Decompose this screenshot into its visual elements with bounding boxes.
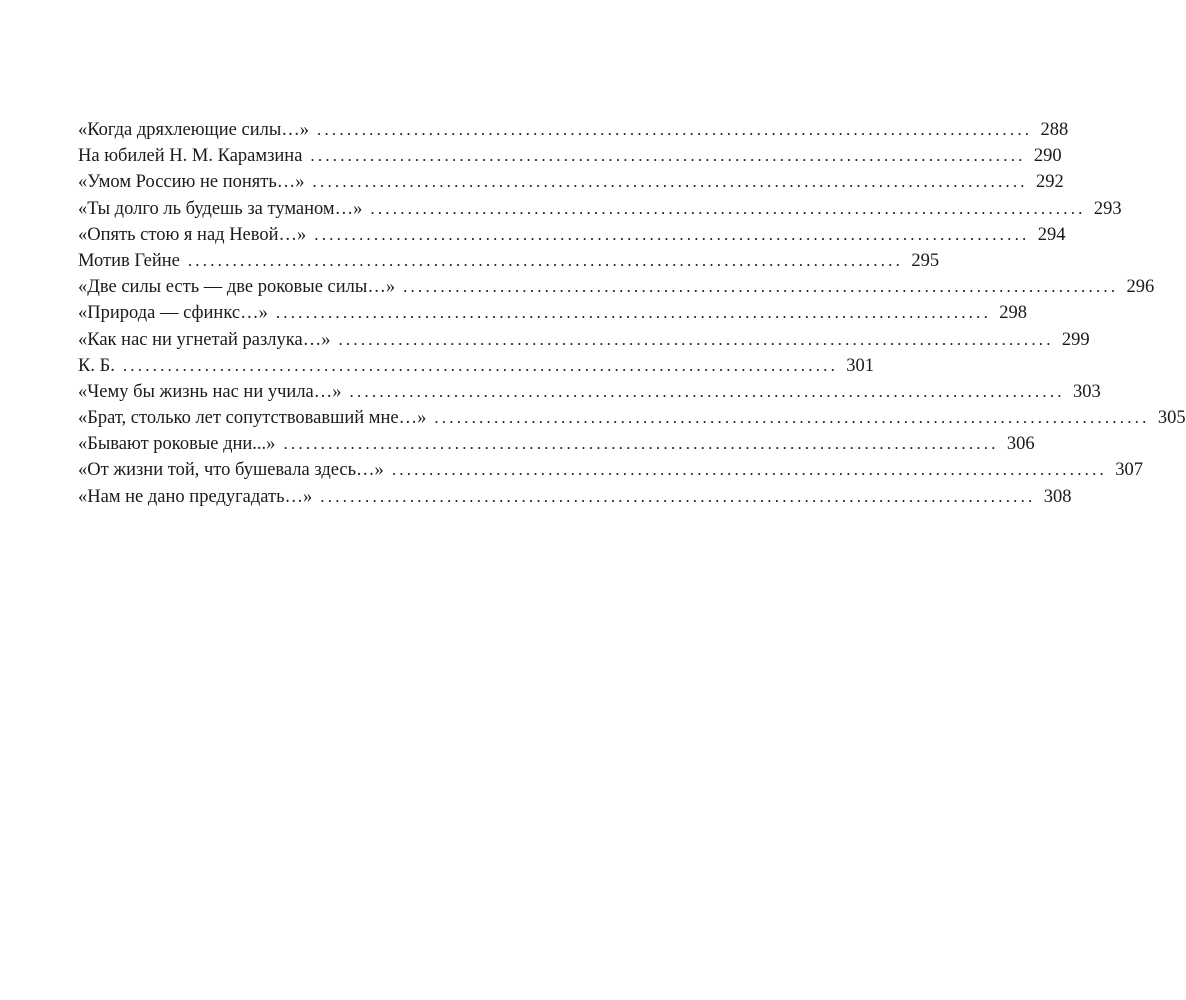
toc-entry [78,196,1122,222]
toc-entry-page: 290 [1033,146,1062,167]
toc-entry [78,274,1155,300]
toc-entry [78,405,1186,431]
toc-entry-title: «Нам не дано предугадать…» [78,486,313,507]
toc-entry-page: 294 [1037,224,1066,245]
dot-leader: ................................................................................................ [283,434,999,454]
toc-entry [78,353,875,379]
toc-entry [78,327,1090,353]
table-of-contents [78,117,1186,510]
toc-entry-title: «Природа — сфинкс…» [78,303,268,324]
toc-entry-page: 295 [911,250,940,271]
dot-leader: ................................................................................................ [320,486,1036,506]
toc-entry-title: «Брат, столько лет сопутствовавший мне…» [78,408,427,429]
toc-entry [78,379,1101,405]
toc-entry-title: «Как нас ни угнетай разлука…» [78,329,331,350]
toc-entry-page: 308 [1043,486,1072,507]
toc-entry-title: Мотив Гейне [78,250,180,271]
toc-entry-page: 298 [999,303,1028,324]
dot-leader: ................................................................................................ [275,303,992,323]
toc-entry [78,143,1062,169]
toc-entry [78,457,1144,483]
dot-leader: ................................................................................................ [310,146,1026,166]
toc-entry-page: 305 [1157,408,1186,429]
toc-entry-page: 292 [1036,172,1064,193]
toc-entry-page: 293 [1093,198,1122,219]
dot-leader: ................................................................................................ [338,329,1054,349]
toc-entry-page: 306 [1006,434,1035,455]
toc-entry-page: 301 [846,355,875,376]
toc-entry-title: К. Б. [78,355,115,376]
toc-entry-title: «Когда дряхлеющие силы…» [78,120,310,140]
toc-entry-page: 296 [1126,277,1155,298]
toc-entry-title: «Две силы есть — две роковые силы…» [78,277,396,298]
toc-entry [78,248,940,274]
dot-leader: ................................................................................................ [403,277,1119,297]
toc-entry-title: «Бывают роковые дни...» [78,434,276,455]
toc-entry-title: «От жизни той, что бушевала здесь…» [78,460,384,481]
dot-leader: ................................................................................................ [391,460,1108,480]
toc-entry [78,484,1072,510]
toc-entry-page: 288 [1040,120,1069,140]
dot-leader: ................................................................................................ [317,120,1033,139]
toc-entry-title: «Ты долго ль будешь за туманом…» [78,198,363,219]
toc-entry-title: «Опять стою я над Невой…» [78,224,307,245]
dot-leader: ................................................................................................ [434,408,1150,428]
toc-entry-page: 303 [1072,381,1101,402]
dot-leader: ................................................................................................ [187,250,904,270]
toc-entry [78,300,1028,326]
toc-entry-page: 307 [1115,460,1144,481]
toc-entry [78,117,1069,143]
dot-leader: ................................................................................................ [370,198,1086,218]
toc-entry-title: На юбилей Н. М. Карамзина [78,146,303,167]
dot-leader: ................................................................................................ [122,355,839,375]
dot-leader: ................................................................................................ [349,381,1065,401]
toc-entry-page: 299 [1061,329,1090,350]
dot-leader: ................................................................................................ [312,172,1028,192]
toc-entry [78,431,1035,457]
toc-entry [78,222,1066,248]
toc-entry [78,169,1064,195]
toc-entry-title: «Чему бы жизнь нас ни учила…» [78,381,342,402]
toc-entry-title: «Умом Россию не понять…» [78,172,305,193]
dot-leader: ................................................................................................ [314,224,1030,244]
